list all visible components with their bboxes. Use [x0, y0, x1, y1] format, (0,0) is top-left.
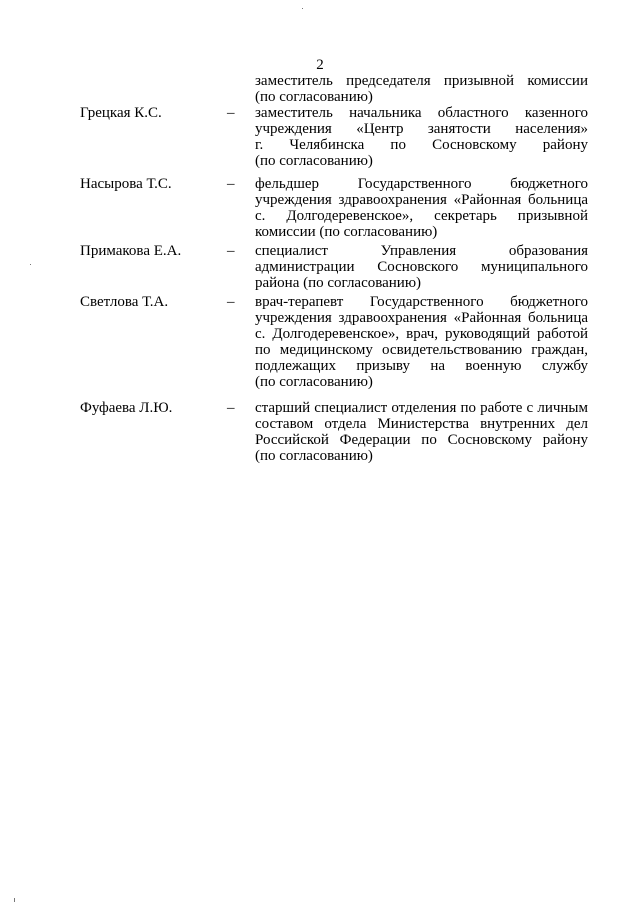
- member-description: [255, 105, 588, 169]
- member-description: [255, 294, 588, 390]
- description-line: подлежащих призыву на военную службу: [255, 358, 588, 374]
- member-dash: –: [227, 400, 235, 416]
- description-line: учреждения здравоохранения «Районная больница: [255, 310, 588, 326]
- member-name: Светлова Т.А.: [80, 294, 169, 310]
- scan-artifact: [302, 8, 303, 9]
- description-line: с. Долгодеревенское», врач, руководящий работой: [255, 326, 588, 342]
- description-line: комиссии (по согласованию): [255, 224, 438, 240]
- member-dash: –: [227, 105, 235, 121]
- description-line: по медицинскому освидетельствованию граждан,: [255, 342, 588, 358]
- continuation-line: заместитель председателя призывной комиссии: [255, 73, 588, 89]
- page-number: 2: [316, 57, 324, 73]
- description-line: старший специалист отделения по работе с личным: [255, 400, 588, 416]
- member-dash: –: [227, 176, 235, 192]
- continuation-line: (по согласованию): [255, 89, 373, 105]
- member-dash: –: [227, 294, 235, 310]
- scan-artifact: [14, 898, 15, 902]
- description-line: учреждения здравоохранения «Районная больница: [255, 192, 588, 208]
- description-line: специалист Управления образования: [255, 243, 588, 259]
- member-name: Фуфаева Л.Ю.: [80, 400, 173, 416]
- description-line: (по согласованию): [255, 448, 373, 464]
- member-description: [255, 400, 588, 464]
- description-line: района (по согласованию): [255, 275, 422, 291]
- scan-artifact: [30, 264, 31, 265]
- description-line: фельдшер Государственного бюджетного: [255, 176, 588, 192]
- description-line: составом отдела Министерства внутренних дел: [255, 416, 588, 432]
- description-line: (по согласованию): [255, 153, 373, 169]
- member-name: Насырова Т.С.: [80, 176, 172, 192]
- description-line: (по согласованию): [255, 374, 373, 390]
- description-line: Российской Федерации по Сосновскому району: [255, 432, 588, 448]
- member-name: Примакова Е.А.: [80, 243, 182, 259]
- member-name: Грецкая К.С.: [80, 105, 162, 121]
- description-line: учреждения «Центр занятости населения»: [255, 121, 588, 137]
- description-line: администрации Сосновского муниципального: [255, 259, 588, 275]
- description-line: г. Челябинска по Сосновскому району: [255, 137, 588, 153]
- member-dash: –: [227, 243, 235, 259]
- description-line: врач-терапевт Государственного бюджетного: [255, 294, 588, 310]
- continuation-text: [255, 73, 588, 105]
- description-line: заместитель начальника областного казенного: [255, 105, 588, 121]
- member-description: [255, 176, 588, 240]
- member-description: [255, 243, 588, 291]
- description-line: с. Долгодеревенское», секретарь призывной: [255, 208, 588, 224]
